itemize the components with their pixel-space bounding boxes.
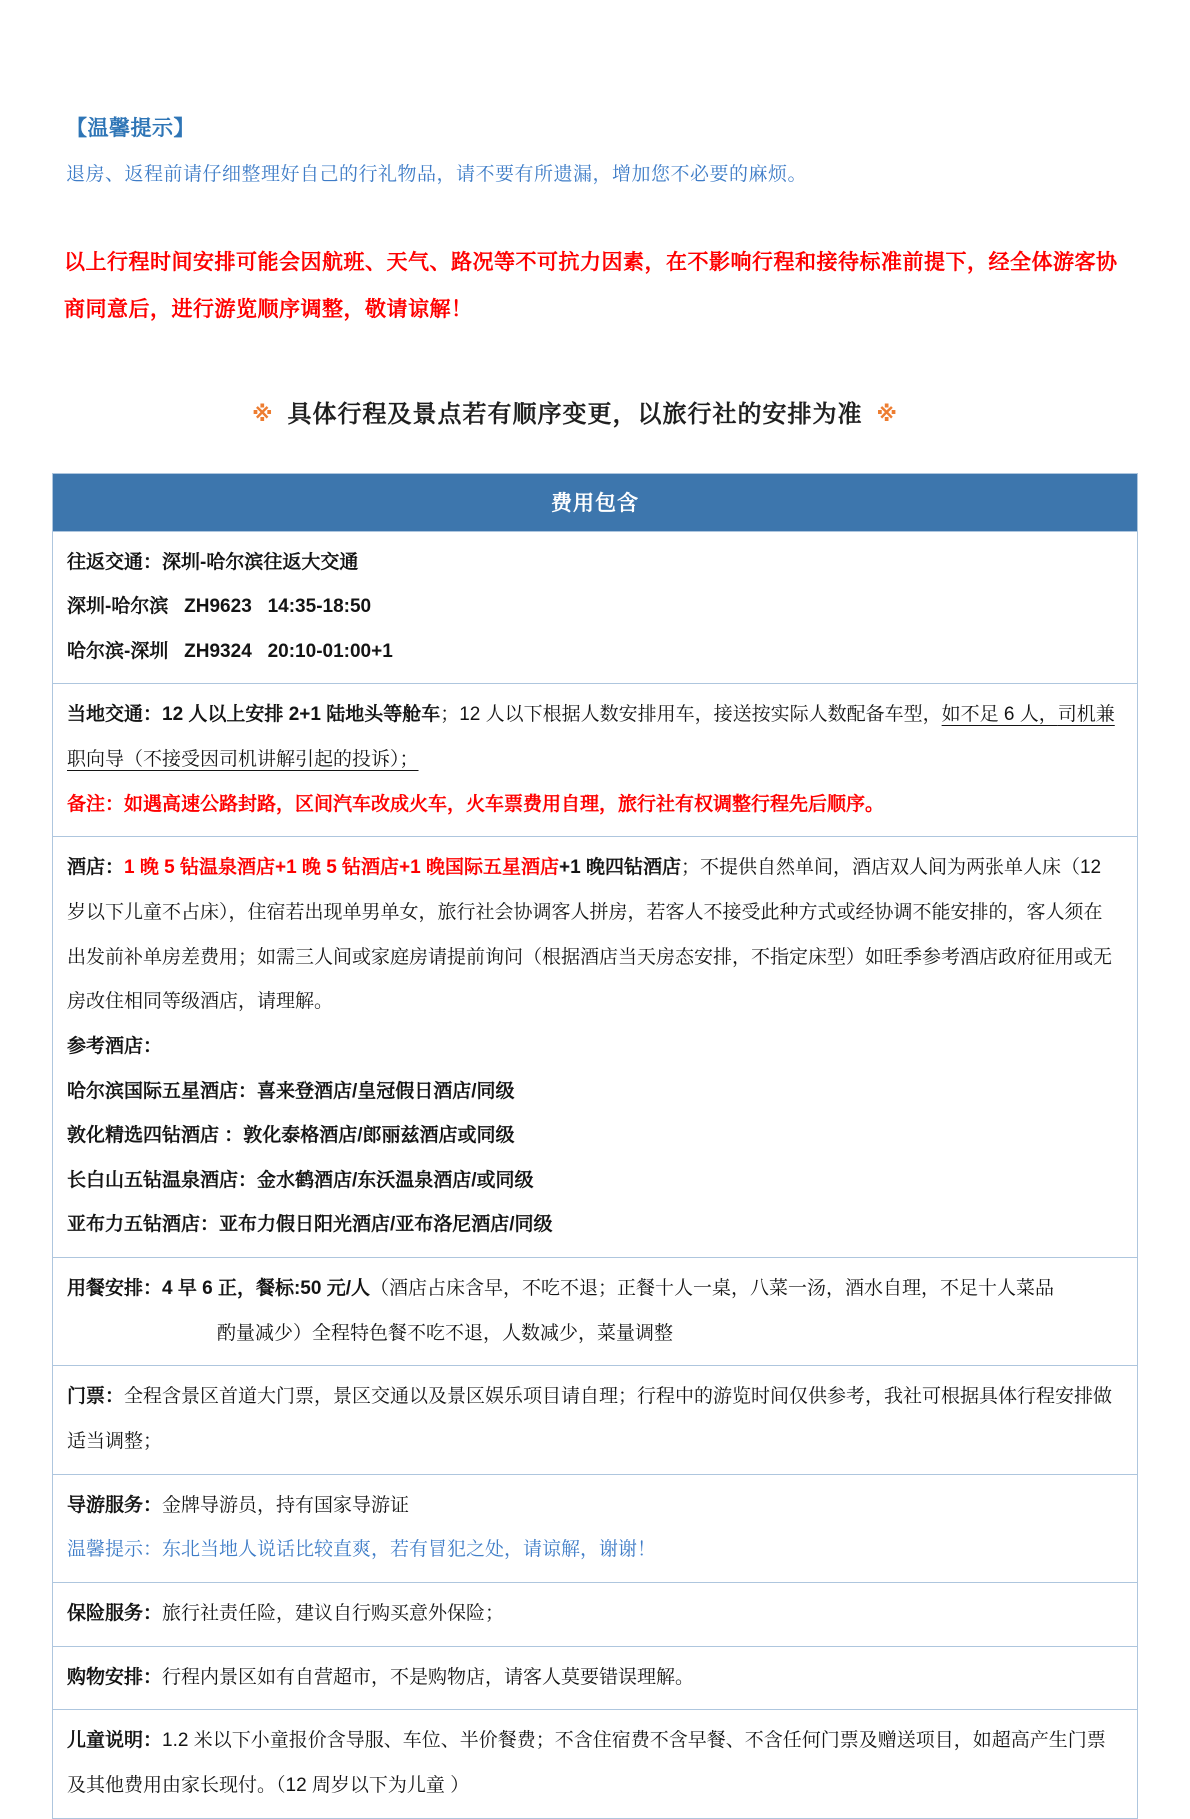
fee-table-header: 费用包含 — [53, 474, 1137, 531]
star-icon: ※ — [252, 402, 274, 426]
local-transport-regular: ；12 人以下根据人数安排用车，接送按实际人数配备车型， — [440, 704, 942, 726]
meals-text — [67, 1267, 1121, 1312]
hotel-ref-item: 哈尔滨国际五星酒店：喜来登酒店/皇冠假日酒店/同级 — [67, 1080, 515, 1102]
tickets-text — [67, 1375, 1121, 1464]
guide-tip: 温馨提示：东北当地人说话比较直爽，若有冒犯之处，请谅解，谢谢！ — [67, 1539, 657, 1561]
row-tickets — [53, 1365, 1137, 1473]
tickets-label: 门票： — [67, 1386, 125, 1408]
row-round-trip-transport — [53, 531, 1137, 684]
guide-text — [67, 1484, 1121, 1529]
warm-tips-body: 退房、返程前请仔细整理好自己的行礼物品，请不要有所遗漏，增加您不必要的麻烦。 — [66, 164, 808, 185]
local-transport-note: 备注：如遇高速公路封路，区间汽车改成火车，火车票费用自理，旅行社有权调整行程先后顺序。 — [67, 793, 885, 815]
guide-label: 导游服务： — [67, 1494, 163, 1516]
row-shopping — [53, 1646, 1137, 1710]
flight-outbound: 深圳-哈尔滨 ZH9623 14:35-18:50 — [67, 596, 372, 618]
hotel-label: 酒店： — [67, 857, 125, 879]
hotel-text — [67, 846, 1121, 1025]
meals-regular: （酒店占床含早，不吃不退；正餐十人一桌，八菜一汤，酒水自理，不足十人菜品 — [370, 1278, 1055, 1300]
meals-continued: 酌量减少）全程特色餐不吃不退，人数减少，菜量调整 — [217, 1322, 674, 1344]
hotel-ref-item: 亚布力五钻酒店：亚布力假日阳光酒店/亚布洛尼酒店/同级 — [67, 1214, 553, 1236]
local-transport-underline-2: 司机兼职向导（不接受因司机讲解引起的投诉）； — [67, 704, 1115, 771]
row-hotel — [53, 836, 1137, 1257]
order-change-subtitle — [0, 394, 1150, 429]
insurance-text — [67, 1592, 1121, 1637]
local-transport-text — [67, 693, 1121, 782]
hotel-nights-red: 1 晚 5 钻温泉酒店+1 晚 5 钻酒店+1 晚国际五星酒店 — [124, 857, 559, 879]
shopping-body: 行程内景区如有自营超市，不是购物店，请客人莫要错误理解。 — [162, 1666, 695, 1688]
insurance-body: 旅行社责任险，建议自行购买意外保险； — [162, 1602, 505, 1624]
children-label: 儿童说明： — [67, 1730, 163, 1752]
meals-label: 用餐安排：4 早 6 正，餐标:50 元/人 — [67, 1278, 370, 1300]
hotel-ref-item: 长白山五钻温泉酒店：金水鹤酒店/东沃温泉酒店/或同级 — [67, 1169, 534, 1191]
shopping-text — [67, 1656, 1121, 1701]
row-meals — [53, 1257, 1137, 1365]
guide-body: 金牌导游员，持有国家导游证 — [162, 1494, 410, 1516]
shopping-label: 购物安排： — [67, 1666, 163, 1688]
warm-tips-heading: 【温馨提示】 — [66, 117, 195, 140]
children-body: 1.2 米以下小童报价含导服、车位、半价餐费；不含住宿费不含早餐、不含任何门票及赠送项目，如超高产生门票及其他费用由家长现付。（12 周岁以下为儿童 ） — [67, 1730, 1106, 1796]
tickets-body: 全程含景区首道大门票，景区交通以及景区娱乐项目请自理；行程中的游览时间仅供参考，我社可根据具体行程安排做适当调整； — [67, 1386, 1113, 1453]
hotel-body: ；不提供自然单间，酒店双人间为两张单人床（12 岁以下儿童不占床），住宿若出现单男单女，旅行社会协调客人拼房，若客人不接受此种方式或经协调不能安排的，客人须在出发前补单房差费用；如需三人间或家庭房请提前询问（根据酒店当天房态安排，不指定床型）如旺季参考酒店政府征用或无房改住相同等级酒店，请理解。 — [67, 857, 1113, 1013]
hotel-ref-item: 敦化精选四钻酒店 ：敦化泰格酒店/郎丽兹酒店或同级 — [67, 1125, 515, 1147]
fee-included-table — [52, 473, 1138, 1819]
transport-line: 往返交通：深圳-哈尔滨往返大交通 — [67, 551, 359, 573]
row-insurance — [53, 1582, 1137, 1646]
local-transport-underline-1: 如不足 6 人， — [941, 704, 1058, 726]
children-text — [67, 1719, 1121, 1808]
subtitle-text: 具体行程及景点若有顺序变更，以旅行社的安排为准 — [287, 400, 863, 428]
itinerary-change-notice: 以上行程时间安排可能会因航班、天气、路况等不可抗力因素，在不影响行程和接待标准前提下，经全体游客协商同意后，进行游览顺序调整，敬请谅解！ — [64, 251, 1118, 322]
warm-tips-section — [66, 112, 1126, 186]
row-guide-service — [53, 1474, 1137, 1582]
hotel-ref-heading: 参考酒店： — [67, 1035, 163, 1057]
row-local-transport — [53, 683, 1137, 836]
insurance-label: 保险服务： — [67, 1602, 163, 1624]
row-children — [53, 1709, 1137, 1817]
star-icon: ※ — [876, 402, 898, 426]
flight-return: 哈尔滨-深圳 ZH9324 20:10-01:00+1 — [67, 640, 393, 662]
hotel-nights-black: +1 晚四钻酒店 — [559, 857, 681, 879]
local-transport-label: 当地交通：12 人以上安排 2+1 陆地头等舱车 — [67, 704, 441, 726]
